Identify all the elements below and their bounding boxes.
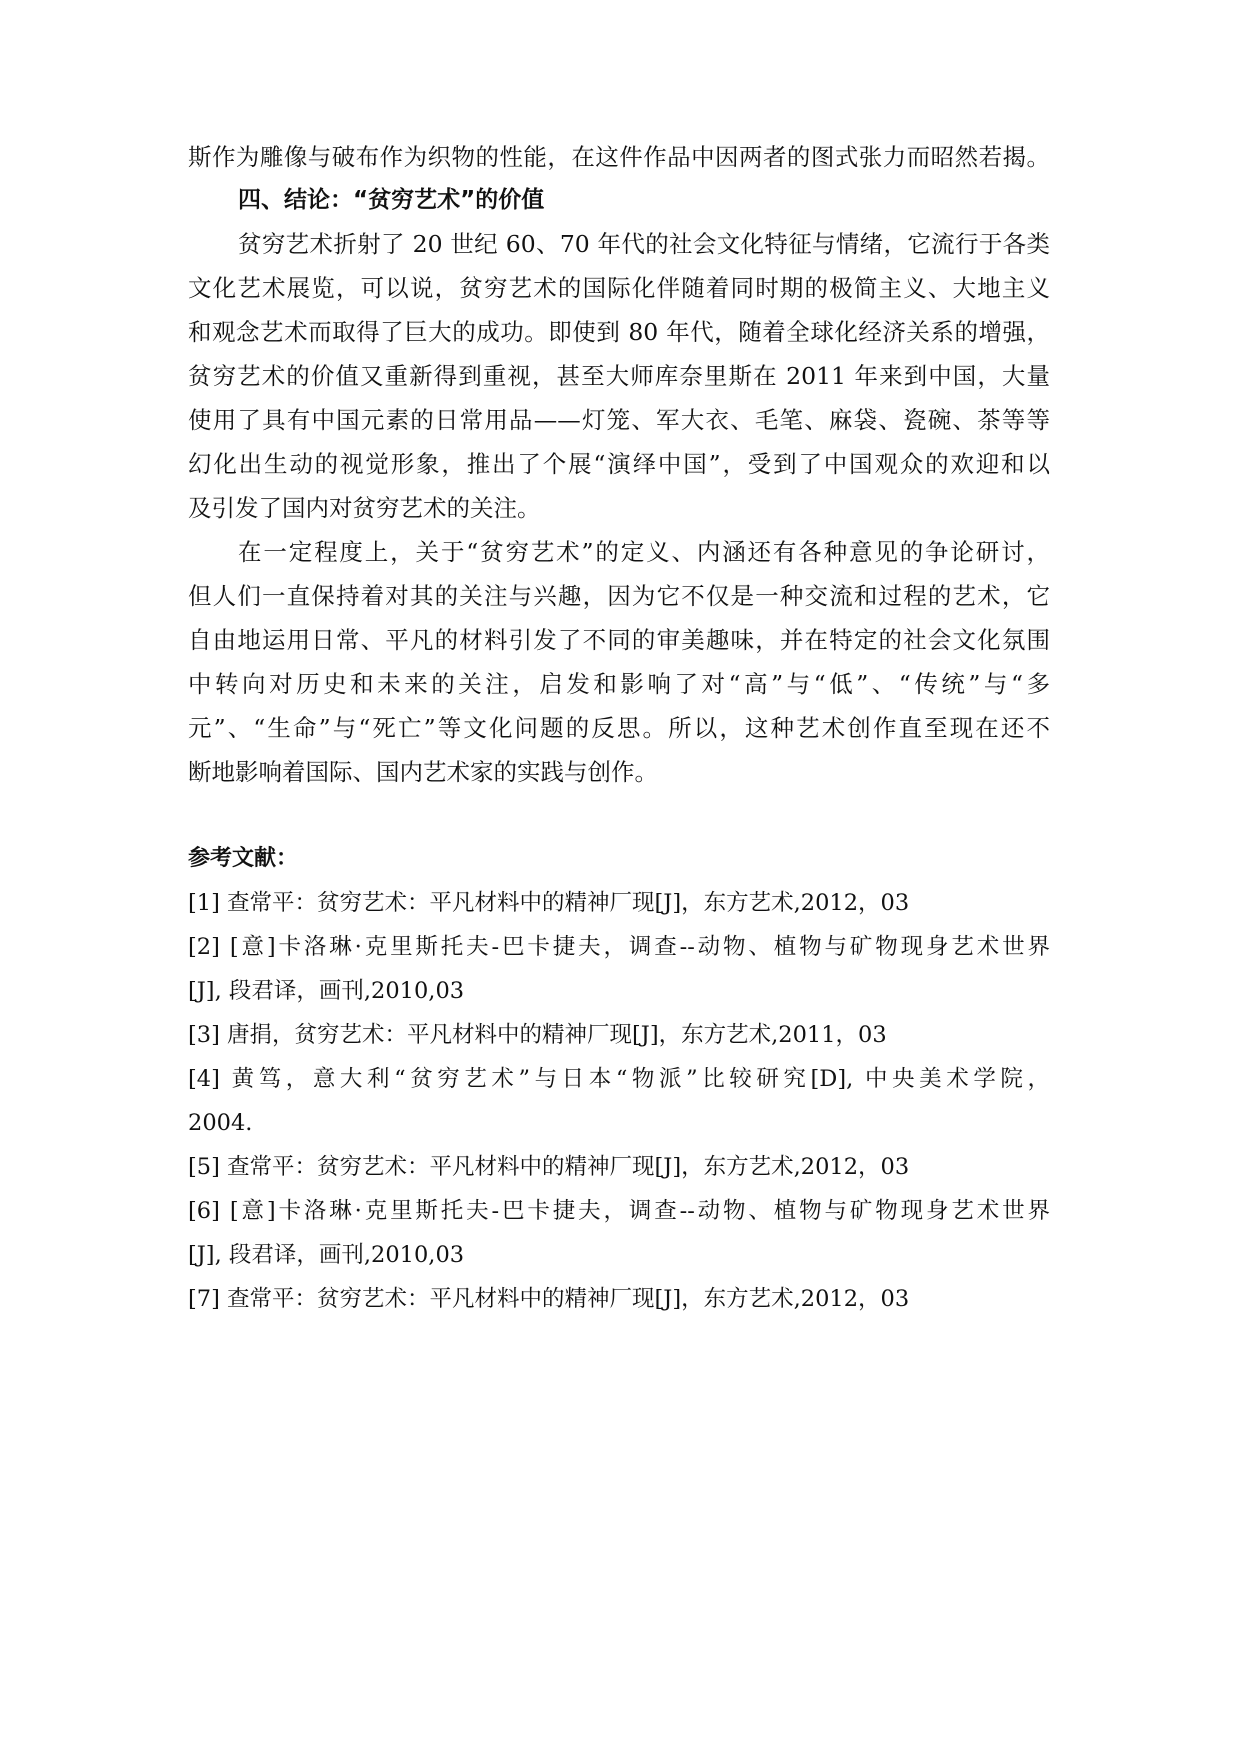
paragraph-line: 断地影响着国际、国内艺术家的实践与创作。 [188, 758, 658, 786]
reference-entry-continuation: [J], 段君译，画刊,2010,03 [188, 1242, 465, 1268]
paragraph-line: 及引发了国内对贫穷艺术的关注。 [188, 494, 541, 522]
section-heading: 四、结论：“贫穷艺术”的价值 [238, 187, 545, 213]
paragraph-line: 使用了具有中国元素的日常用品——灯笼、军大衣、毛笔、麻袋、瓷碗、茶等等 [188, 406, 1050, 434]
reference-entry-continuation: [J], 段君译，画刊,2010,03 [188, 978, 465, 1004]
reference-entry: [1] 查常平：贫穷艺术：平凡材料中的精神厂现[J]，东方艺术,2012，03 [188, 890, 910, 916]
body-text-line: 斯作为雕像与破布作为织物的性能，在这件作品中因两者的图式张力而昭然若揭。 [188, 143, 1050, 171]
paragraph-line: 和观念艺术而取得了巨大的成功。即使到 80 年代，随着全球化经济关系的增强， [188, 318, 1050, 346]
reference-entry: [4] 黄笃，意大利“贫穷艺术”与日本“物派”比较研究[D], 中央美术学院， [188, 1066, 1050, 1092]
paragraph-line: 但人们一直保持着对其的关注与兴趣，因为它不仅是一种交流和过程的艺术，它 [188, 582, 1050, 610]
reference-entry: [6] [意]卡洛琳·克里斯托夫-巴卡捷夫，调查--动物、植物与矿物现身艺术世界 [188, 1198, 1050, 1224]
paragraph-line: 贫穷艺术的价值又重新得到重视，甚至大师库奈里斯在 2011 年来到中国，大量 [188, 362, 1050, 390]
reference-entry: [7] 查常平：贫穷艺术：平凡材料中的精神厂现[J]，东方艺术,2012，03 [188, 1286, 910, 1312]
reference-entry: [2] [意]卡洛琳·克里斯托夫-巴卡捷夫，调查--动物、植物与矿物现身艺术世界 [188, 934, 1050, 960]
paragraph-line: 文化艺术展览，可以说，贫穷艺术的国际化伴随着同时期的极简主义、大地主义 [188, 274, 1050, 302]
reference-entry-continuation: 2004. [188, 1110, 253, 1136]
reference-entry: [3] 唐捐，贫穷艺术：平凡材料中的精神厂现[J]，东方艺术,2011，03 [188, 1022, 887, 1048]
paragraph-line: 在一定程度上，关于“贫穷艺术”的定义、内涵还有各种意见的争论研讨， [238, 538, 1050, 566]
paragraph-line: 自由地运用日常、平凡的材料引发了不同的审美趣味，并在特定的社会文化氛围 [188, 626, 1050, 654]
paragraph-line: 贫穷艺术折射了 20 世纪 60、70 年代的社会文化特征与情绪，它流行于各类 [238, 230, 1050, 258]
references-title: 参考文献： [188, 846, 299, 871]
paragraph-line: 幻化出生动的视觉形象，推出了个展“演绎中国”，受到了中国观众的欢迎和以 [188, 450, 1050, 478]
paragraph-line: 中转向对历史和未来的关注，启发和影响了对“高”与“低”、“传统”与“多 [188, 670, 1050, 698]
reference-entry: [5] 查常平：贫穷艺术：平凡材料中的精神厂现[J]，东方艺术,2012，03 [188, 1154, 910, 1180]
paragraph-line: 元”、“生命”与“死亡”等文化问题的反思。所以，这种艺术创作直至现在还不 [188, 714, 1050, 742]
